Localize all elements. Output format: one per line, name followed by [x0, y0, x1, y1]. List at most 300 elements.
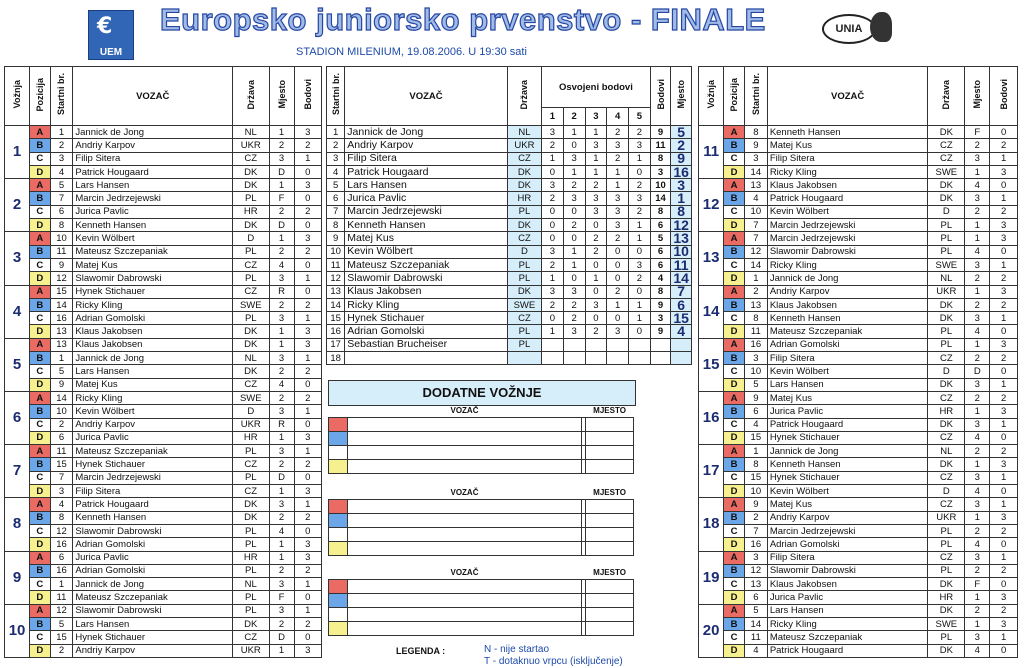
extra-rider-cell — [347, 500, 581, 514]
table-row — [699, 245, 1018, 258]
rider-name: Klaus Jakobsen — [767, 298, 928, 311]
country: CZ — [928, 391, 965, 404]
table-row — [5, 391, 322, 404]
gate: B — [30, 617, 51, 630]
extra-rider-cell — [347, 528, 581, 542]
gate: D — [30, 272, 51, 285]
place: 1 — [269, 551, 294, 564]
rider-name: Ricky Kling — [767, 617, 928, 630]
legend-line: T - dotaknuo vrpcu (isključenje) — [484, 656, 623, 667]
place: 4 — [269, 524, 294, 537]
points: 3 — [294, 325, 321, 338]
table-row — [327, 352, 692, 365]
header-voznja — [5, 67, 30, 126]
place: 2 — [965, 139, 990, 152]
table-row — [5, 152, 322, 165]
gate: B — [724, 245, 745, 258]
points: 0 — [990, 485, 1018, 498]
start-number: 3 — [744, 152, 767, 165]
points: 2 — [990, 445, 1018, 458]
gate: B — [30, 192, 51, 205]
table-row — [327, 338, 692, 351]
heat-points: 0 — [563, 205, 585, 218]
start-number: 9 — [744, 139, 767, 152]
gate: D — [724, 538, 745, 551]
gate: A — [30, 391, 51, 404]
rider-name: Matej Kus — [345, 232, 507, 245]
rider-name: Hynek Stichauer — [767, 471, 928, 484]
gate: D — [30, 644, 51, 657]
rider-name: Slawomir Dabrowski — [345, 272, 507, 285]
header-bodovi — [990, 67, 1018, 126]
table-row — [699, 405, 1018, 418]
extra-place-cell — [586, 608, 634, 622]
rider-name: Sebastian Brucheiser — [345, 338, 507, 351]
rider-name: Andriy Karpov — [73, 644, 233, 657]
rider-name: Klaus Jakobsen — [767, 179, 928, 192]
rider-name: Marcin Jedrzejewski — [73, 471, 233, 484]
heat-number: 20 — [699, 604, 724, 657]
extra-rider-cell — [347, 622, 581, 636]
country: DK — [928, 179, 965, 192]
rider-name: Mateusz Szczepaniak — [767, 325, 928, 338]
total-points — [650, 352, 671, 365]
start-number: 9 — [744, 498, 767, 511]
points: 3 — [990, 285, 1018, 298]
country: PL — [928, 245, 965, 258]
table-row — [699, 538, 1018, 551]
table-row — [699, 232, 1018, 245]
heat-points — [563, 352, 585, 365]
final-place: 11 — [671, 258, 692, 271]
country: CZ — [507, 312, 541, 325]
table-row — [699, 591, 1018, 604]
heat-points — [607, 338, 629, 351]
gate: A — [30, 285, 51, 298]
heat-points: 1 — [629, 152, 651, 165]
rider-name: Matej Kus — [767, 498, 928, 511]
header-bodovi — [294, 67, 321, 126]
header-drzava — [507, 67, 541, 126]
final-place: 6 — [671, 298, 692, 311]
start-number: 8 — [744, 126, 767, 139]
heat-points: 3 — [563, 325, 585, 338]
table-row — [5, 498, 322, 511]
final-place: 1 — [671, 192, 692, 205]
extra-place-cell — [586, 528, 634, 542]
extra-rider-cell — [347, 418, 581, 432]
legend-label: LEGENDA : — [396, 646, 446, 656]
header-vozac-label: VOZAČ — [831, 90, 865, 102]
table-row — [699, 551, 1018, 564]
rider-name: Kenneth Hansen — [767, 126, 928, 139]
country: PL — [507, 205, 541, 218]
place: 2 — [269, 298, 294, 311]
start-number: 3 — [327, 152, 345, 165]
extra-place-cell — [586, 460, 634, 474]
country: PL — [928, 338, 965, 351]
rider-name: Marcin Jedrzejewski — [767, 232, 928, 245]
total-points: 3 — [650, 165, 671, 178]
rider-name: Jannick de Jong — [767, 272, 928, 285]
rider-name: Klaus Jakobsen — [345, 285, 507, 298]
gate: A — [30, 232, 51, 245]
final-place: 9 — [671, 152, 692, 165]
rider-name: Adrian Gomolski — [73, 312, 233, 325]
header-pozicija-label: Pozicija — [34, 77, 45, 112]
extra-row — [329, 460, 634, 474]
table-row — [699, 272, 1018, 285]
rider-name: Klaus Jakobsen — [73, 325, 233, 338]
rider-name: Jannick de Jong — [345, 126, 507, 139]
table-row — [5, 604, 322, 617]
heat-number: 6 — [5, 391, 30, 444]
gate: A — [30, 551, 51, 564]
table-row — [5, 312, 322, 325]
start-number: 14 — [327, 298, 345, 311]
start-number: 2 — [50, 139, 73, 152]
start-number: 12 — [50, 524, 73, 537]
table-row — [5, 272, 322, 285]
gate: B — [30, 298, 51, 311]
place: 3 — [965, 258, 990, 271]
extra-row — [329, 542, 634, 556]
table-row — [5, 139, 322, 152]
start-number: 15 — [50, 631, 73, 644]
points: 2 — [294, 205, 321, 218]
place: 1 — [965, 458, 990, 471]
start-number: 2 — [744, 511, 767, 524]
header-startni-label: Startni br. — [330, 73, 341, 116]
total-points — [650, 338, 671, 351]
heat-points — [585, 352, 607, 365]
final-place — [671, 352, 692, 365]
rider-name: Kevin Wölbert — [767, 485, 928, 498]
extra-mjesto-label: MJESTO — [586, 404, 634, 418]
start-number: 9 — [327, 232, 345, 245]
points: 3 — [990, 511, 1018, 524]
gate: B — [30, 405, 51, 418]
country: CZ — [507, 232, 541, 245]
gate: D — [30, 431, 51, 444]
heat-points: 2 — [629, 179, 651, 192]
final-place: 14 — [671, 272, 692, 285]
gate: C — [724, 418, 745, 431]
country: SWE — [233, 298, 269, 311]
start-number: 6 — [50, 551, 73, 564]
start-number: 11 — [50, 245, 73, 258]
country: PL — [233, 245, 269, 258]
heat-points: 1 — [542, 272, 564, 285]
gate: A — [724, 445, 745, 458]
points: 0 — [294, 192, 321, 205]
heat-points: 3 — [585, 139, 607, 152]
gate: A — [724, 551, 745, 564]
heat-number: 18 — [699, 498, 724, 551]
place: R — [269, 418, 294, 431]
country: CZ — [928, 498, 965, 511]
place: 2 — [965, 604, 990, 617]
heats-table-right — [698, 66, 1018, 658]
heat-points: 3 — [629, 192, 651, 205]
place: 4 — [269, 378, 294, 391]
heat-number: 15 — [699, 338, 724, 391]
country: PL — [233, 471, 269, 484]
heat-points — [607, 352, 629, 365]
heat-points: 0 — [607, 272, 629, 285]
extra-mjesto-label: MJESTO — [586, 566, 634, 580]
points: 2 — [294, 617, 321, 630]
total-points: 10 — [650, 179, 671, 192]
start-number: 12 — [50, 272, 73, 285]
final-place — [671, 338, 692, 351]
heat-points — [585, 338, 607, 351]
table-row — [5, 458, 322, 471]
start-number: 1 — [744, 272, 767, 285]
rider-name: Kenneth Hansen — [73, 511, 233, 524]
start-number: 11 — [744, 325, 767, 338]
place: 3 — [965, 551, 990, 564]
table-row — [5, 418, 322, 431]
gate-swatch — [329, 418, 348, 432]
gate: C — [724, 365, 745, 378]
country: CZ — [233, 285, 269, 298]
rider-name: Lars Hansen — [73, 365, 233, 378]
start-number: 16 — [50, 538, 73, 551]
start-number: 13 — [50, 325, 73, 338]
dodatne-voznje-title: DODATNE VOŽNJE — [328, 380, 636, 406]
table-row — [5, 232, 322, 245]
gate: B — [30, 564, 51, 577]
rider-name: Andriy Karpov — [767, 285, 928, 298]
gate: C — [30, 631, 51, 644]
legend — [484, 644, 623, 668]
place: 3 — [269, 445, 294, 458]
gate-swatch — [329, 432, 348, 446]
heat-points: 2 — [629, 272, 651, 285]
country: PL — [233, 591, 269, 604]
table-row — [699, 365, 1018, 378]
extra-heat-table-1 — [328, 404, 634, 474]
total-points: 6 — [650, 245, 671, 258]
start-number: 10 — [50, 405, 73, 418]
heat-number: 17 — [699, 445, 724, 498]
heat-points: 3 — [563, 152, 585, 165]
table-row — [5, 165, 322, 178]
rider-name: Slawomir Dabrowski — [73, 604, 233, 617]
place: 4 — [965, 325, 990, 338]
place: 4 — [269, 258, 294, 271]
extra-place-cell — [586, 622, 634, 636]
gate-swatch — [329, 528, 348, 542]
gate: A — [30, 338, 51, 351]
start-number: 9 — [50, 258, 73, 271]
gate: A — [724, 604, 745, 617]
table-row — [699, 445, 1018, 458]
rider-name: Jurica Pavlic — [767, 405, 928, 418]
table-row — [5, 365, 322, 378]
rider-name: Marcin Jedrzejewski — [767, 219, 928, 232]
extra-rider-cell — [347, 514, 581, 528]
table-row — [5, 445, 322, 458]
points: 1 — [990, 471, 1018, 484]
points: 3 — [294, 431, 321, 444]
heat-number: 8 — [5, 498, 30, 551]
start-number: 3 — [744, 551, 767, 564]
start-number: 6 — [50, 431, 73, 444]
heat-number: 4 — [5, 285, 30, 338]
heat-number: 13 — [699, 232, 724, 285]
country: PL — [233, 445, 269, 458]
points: 1 — [294, 578, 321, 591]
extra-row — [329, 514, 634, 528]
start-number: 15 — [50, 285, 73, 298]
gate: A — [30, 126, 51, 139]
place: 1 — [269, 431, 294, 444]
country: PL — [233, 604, 269, 617]
table-row — [5, 325, 322, 338]
heat-number: 3 — [5, 232, 30, 285]
country: CZ — [928, 139, 965, 152]
rider-name: Lars Hansen — [345, 179, 507, 192]
table-row — [699, 219, 1018, 232]
heat-points: 2 — [585, 179, 607, 192]
gate: D — [30, 325, 51, 338]
points: 2 — [294, 139, 321, 152]
points: 3 — [990, 232, 1018, 245]
gate-swatch — [329, 622, 348, 636]
start-number: 16 — [50, 312, 73, 325]
rider-name: Kenneth Hansen — [345, 219, 507, 232]
gate: B — [30, 245, 51, 258]
place: D — [269, 631, 294, 644]
heat-points: 3 — [542, 245, 564, 258]
points: 2 — [990, 604, 1018, 617]
points: 0 — [990, 644, 1018, 657]
points: 1 — [990, 551, 1018, 564]
header-drzava-label: Država — [519, 79, 530, 110]
heat-points: 2 — [607, 232, 629, 245]
header-pozicija-label: Pozicija — [729, 77, 740, 112]
table-row — [699, 604, 1018, 617]
rider-name: Jurica Pavlic — [345, 192, 507, 205]
points: 0 — [990, 365, 1018, 378]
place: 4 — [965, 644, 990, 657]
extra-row — [329, 608, 634, 622]
points: 0 — [294, 524, 321, 537]
extra-row — [329, 432, 634, 446]
rider-name: Kevin Wölbert — [767, 205, 928, 218]
table-row — [699, 617, 1018, 630]
points: 3 — [294, 232, 321, 245]
country: DK — [507, 179, 541, 192]
gate: D — [724, 165, 745, 178]
header-voznja — [699, 67, 724, 126]
place: 2 — [269, 617, 294, 630]
heat-points — [629, 352, 651, 365]
country: CZ — [233, 378, 269, 391]
gate: B — [724, 139, 745, 152]
gate: C — [724, 578, 745, 591]
place: 2 — [965, 445, 990, 458]
extra-place-cell — [586, 514, 634, 528]
place: 3 — [269, 498, 294, 511]
heat-number: 1 — [5, 126, 30, 179]
extra-row — [329, 446, 634, 460]
start-number: 14 — [744, 165, 767, 178]
table-row — [699, 485, 1018, 498]
table-row — [327, 232, 692, 245]
rider-name: Hynek Stichauer — [73, 285, 233, 298]
rider-name: Filip Sitera — [767, 152, 928, 165]
points: 3 — [294, 644, 321, 657]
start-number: 16 — [744, 538, 767, 551]
start-number: 8 — [744, 312, 767, 325]
heat-points: 1 — [585, 165, 607, 178]
table-row — [327, 205, 692, 218]
header-drzava-label: Država — [941, 79, 952, 110]
table-row — [327, 258, 692, 271]
final-place: 13 — [671, 232, 692, 245]
table-row — [699, 458, 1018, 471]
table-row — [5, 591, 322, 604]
rider-name: Ricky Kling — [345, 298, 507, 311]
table-row — [699, 179, 1018, 192]
place: 3 — [269, 352, 294, 365]
country: D — [928, 365, 965, 378]
rider-name: Mateusz Szczepaniak — [345, 258, 507, 271]
heat-points: 0 — [542, 232, 564, 245]
heat-points: 0 — [542, 165, 564, 178]
place: 1 — [269, 644, 294, 657]
gate: D — [30, 485, 51, 498]
rider-name: Marcin Jedrzejewski — [767, 524, 928, 537]
rider-name: Klaus Jakobsen — [767, 578, 928, 591]
start-number: 2 — [50, 418, 73, 431]
country: CZ — [233, 258, 269, 271]
table-row — [699, 325, 1018, 338]
extra-rider-cell — [347, 432, 581, 446]
rider-icon — [870, 12, 892, 42]
place: D — [269, 165, 294, 178]
start-number: 10 — [327, 245, 345, 258]
place: 3 — [965, 418, 990, 431]
final-place: 4 — [671, 325, 692, 338]
place: 3 — [965, 378, 990, 391]
rider-name: Mateusz Szczepaniak — [73, 245, 233, 258]
total-points: 4 — [650, 272, 671, 285]
extra-rider-cell — [347, 446, 581, 460]
place: 2 — [269, 511, 294, 524]
place: F — [965, 126, 990, 139]
heat-points: 3 — [585, 205, 607, 218]
country: SWE — [928, 165, 965, 178]
rider-name: Matej Kus — [767, 139, 928, 152]
country: CZ — [233, 485, 269, 498]
points: 3 — [294, 551, 321, 564]
header-voznja-label: Vožnja — [12, 80, 23, 109]
rider-name: Ricky Kling — [73, 391, 233, 404]
rider-name: Kevin Wölbert — [73, 405, 233, 418]
start-number: 2 — [327, 139, 345, 152]
place: 2 — [965, 205, 990, 218]
heat-points: 0 — [585, 219, 607, 232]
gate: D — [724, 219, 745, 232]
place: 2 — [269, 365, 294, 378]
table-row — [327, 179, 692, 192]
start-number: 15 — [744, 431, 767, 444]
start-number: 3 — [50, 152, 73, 165]
